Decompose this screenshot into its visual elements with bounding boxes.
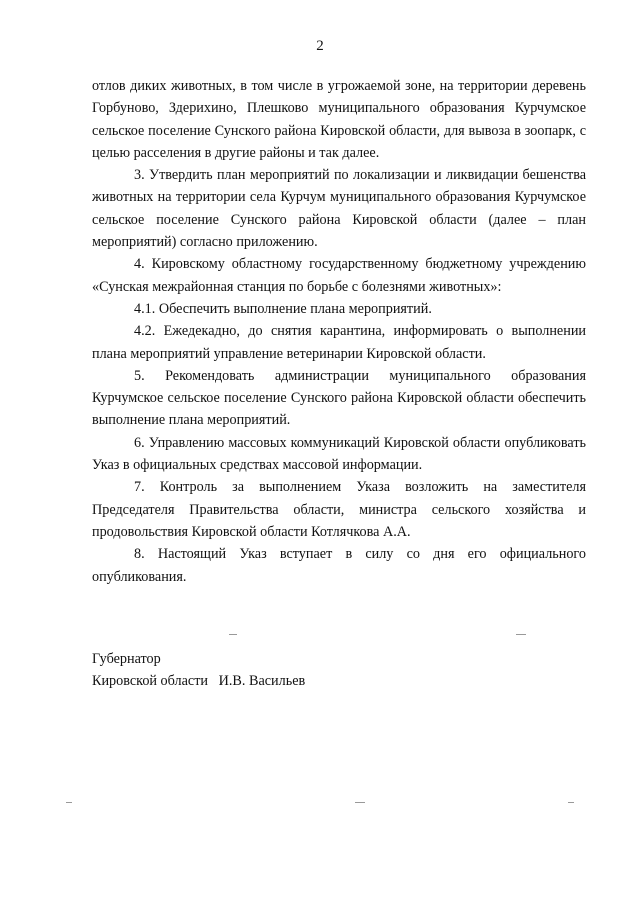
scan-mark: [355, 802, 365, 803]
paragraph-4-1: 4.1. Обеспечить выполнение плана мероприятий.: [134, 300, 432, 317]
signatory-name: И.В. Васильев: [218, 673, 306, 689]
paragraph-4-2: 4.2. Ежедекадно, до снятия карантина, информировать о выполнении плана мероприятий управление ветеринарии Кировской области.: [92, 323, 586, 362]
paragraph-7: 7. Контроль за выполнением Указа возложить на заместителя Председателя Правительства области, министра сельского хозяйства и продовольствия Кировской области Котлячкова А.А.: [92, 479, 586, 540]
paragraph-continuation: отлов диких животных, в том числе в угрожаемой зоне, на территории деревень Горбуново, Здерихино, Плешково муниципального образования Курчумское сельское поселение Сунского района Кировской области, для вывоза в зоопарк, с целью расселения в другие районы и так далее.: [92, 78, 586, 161]
page-number: 2: [316, 38, 324, 54]
signatory-title: Губернатор: [92, 651, 161, 667]
signatory-region: Кировской области: [92, 673, 208, 689]
scan-mark: [66, 802, 72, 803]
paragraph-6: 6. Управлению массовых коммуникаций Кировской области опубликовать Указ в официальных средствах массовой информации.: [92, 434, 586, 474]
paragraph-8: 8. Настоящий Указ вступает в силу со дня его официального опубликования.: [92, 546, 586, 585]
scan-mark: [516, 634, 526, 635]
paragraph-4: 4. Кировскому областному государственному бюджетному учреждению «Сунская межрайонная станция по борьбе с болезнями животных»:: [92, 256, 586, 295]
signature-block: [92, 648, 305, 692]
scan-mark: [229, 634, 237, 635]
paragraph-3: 3. Утвердить план мероприятий по локализации и ликвидации бешенства животных на территории села Курчум муниципального образования Курчумское сельское поселение Сунского района Кировской области (далее – план мероприятий) согласно приложению.: [92, 167, 586, 251]
scan-mark: [568, 802, 574, 803]
paragraph-5: 5. Рекомендовать администрации муниципального образования Курчумское сельское поселение Сунского района Кировской области обеспечить выполнение плана мероприятий.: [92, 367, 586, 429]
document-body: [92, 75, 586, 588]
